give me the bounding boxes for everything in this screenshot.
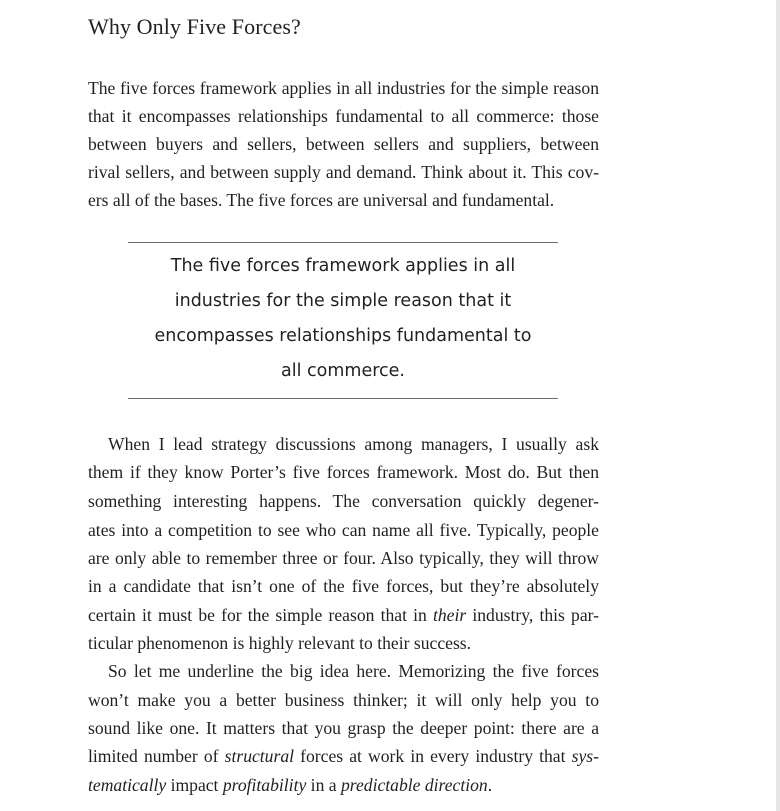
emphasis-sys: sys- xyxy=(571,746,599,766)
text-run: forces at work in every industry that xyxy=(294,746,572,766)
text-line: that it encompasses relationships fundamental to all commerce: those xyxy=(88,106,599,126)
text-run: in a xyxy=(306,775,341,795)
text-line: ticular phenomenon is highly relevant to their success. xyxy=(88,633,472,653)
emphasis-tematically: tematically xyxy=(88,775,167,795)
text-line xyxy=(88,601,599,629)
pull-quote-line: industries for the simple reason that it xyxy=(174,291,512,311)
pull-quote-bottom-rule xyxy=(128,398,558,399)
text-line: So let me underline the big idea here. Memorizing the five forces xyxy=(108,661,599,681)
text-line: sound like one. It matters that you grasp the deeper point: there are a xyxy=(88,718,599,738)
text-line: rival sellers, and between supply and demand. Think about it. This cov- xyxy=(88,162,599,182)
text-run: limited number of xyxy=(88,746,225,766)
text-run: certain it must be for the simple reason that in xyxy=(88,605,433,625)
text-line: them if they know Porter’s five forces framework. Most do. But then xyxy=(88,462,599,482)
section-heading: Why Only Five Forces? xyxy=(88,14,301,39)
text-run: industry, this par- xyxy=(466,605,599,625)
text-run: . xyxy=(487,775,493,795)
pull-quote-top-rule xyxy=(128,242,558,243)
text-line: ates into a competition to see who can name all five. Typically, people xyxy=(88,520,599,540)
text-line: between buyers and sellers, between sellers and suppliers, between xyxy=(88,134,599,154)
pull-quote-line: The five forces framework applies in all xyxy=(170,256,516,276)
emphasis-their: their xyxy=(432,605,467,625)
pull-quote-line: encompasses relationships fundamental to xyxy=(154,326,532,346)
text-line: The five forces framework applies in all industries for the simple reason xyxy=(88,78,599,98)
text-line: are only able to remember three or four. Also typically, they will throw xyxy=(88,548,599,568)
page-edge xyxy=(776,0,780,811)
emphasis-profitability: profitability xyxy=(222,775,307,795)
pull-quote-line: all commerce. xyxy=(281,361,405,381)
text-line xyxy=(88,771,599,799)
text-line: ers all of the bases. The five forces are universal and fundamental. xyxy=(88,190,555,210)
text-line: When I lead strategy discussions among managers, I usually ask xyxy=(108,434,599,454)
emphasis-structural: structural xyxy=(224,746,295,766)
text-line: in a candidate that isn’t one of the five forces, but they’re absolutely xyxy=(88,576,599,596)
text-line: won’t make you a better business thinker; it will only help you to xyxy=(88,690,599,710)
text-line xyxy=(88,742,599,770)
emphasis-predictable-direction: predictable direction xyxy=(340,775,488,795)
text-line: something interesting happens. The conversation quickly degener- xyxy=(88,491,599,511)
text-run: impact xyxy=(166,775,223,795)
